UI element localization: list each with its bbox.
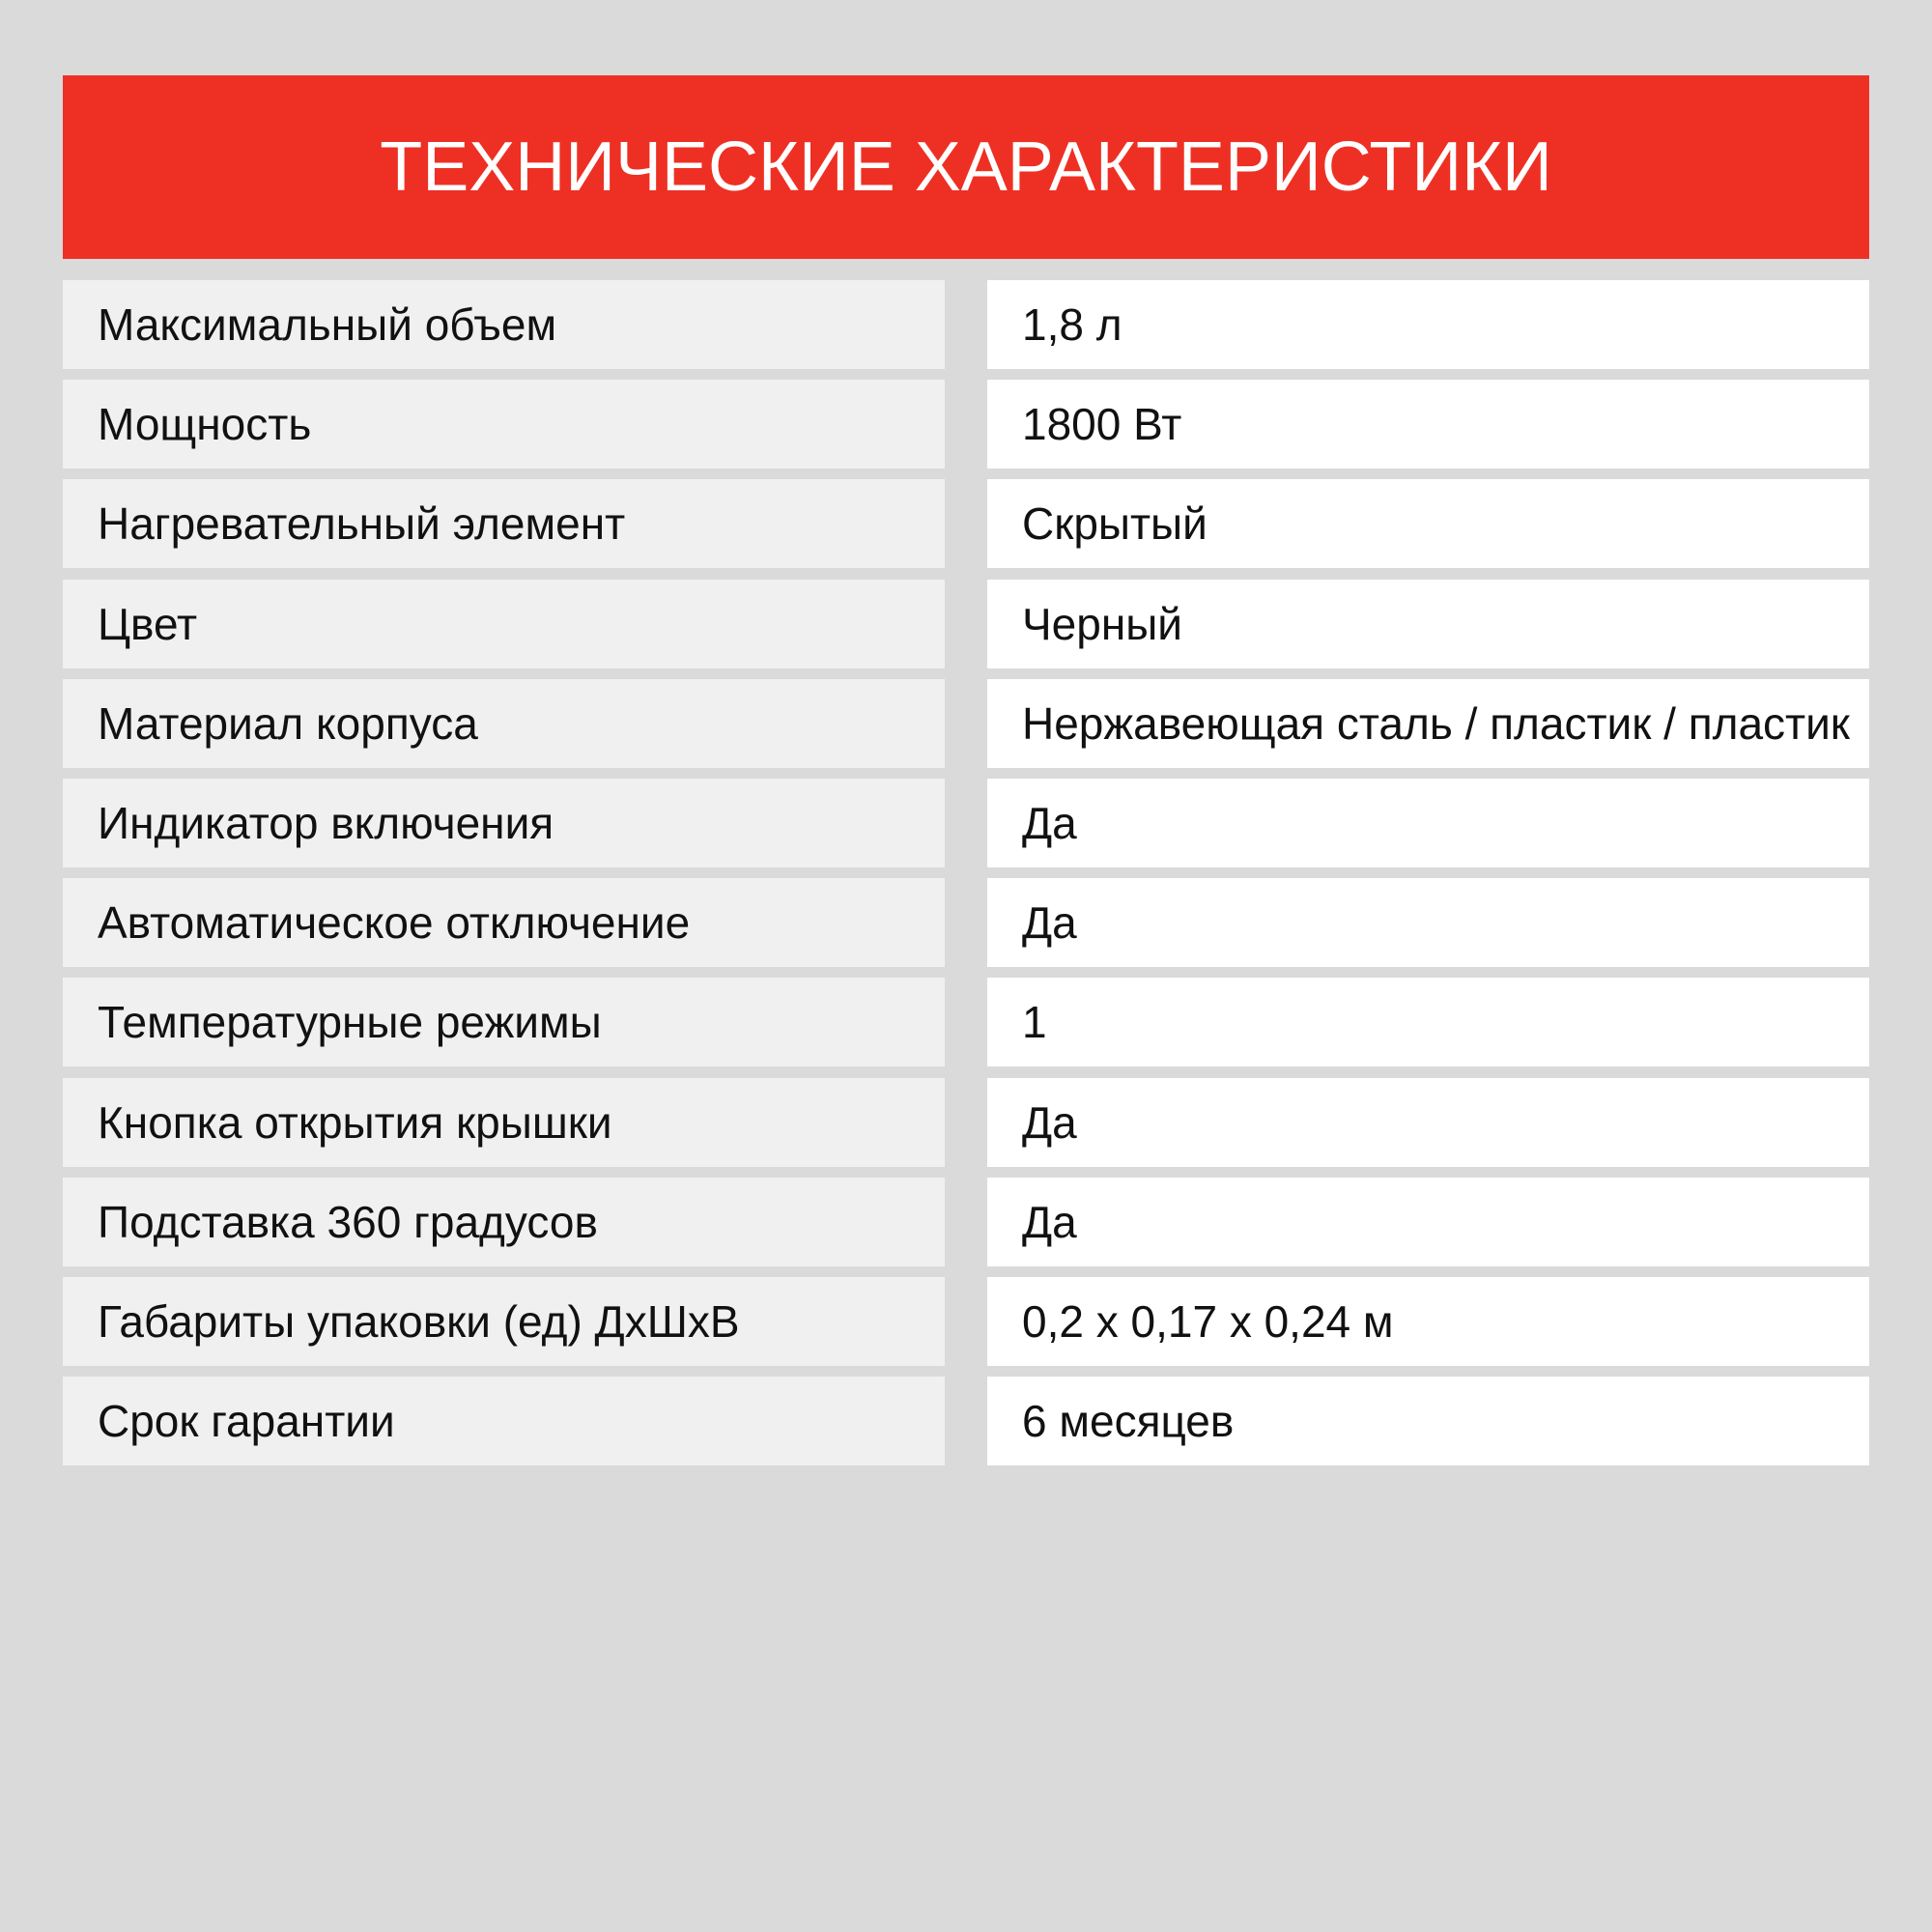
spec-value: Да	[987, 1178, 1869, 1266]
spec-row	[63, 1377, 1869, 1465]
spec-row	[63, 1178, 1869, 1266]
spec-label: Кнопка открытия крышки	[63, 1078, 945, 1167]
spec-value: Нержавеющая сталь / пластик / пластик	[987, 679, 1869, 768]
spec-label: Габариты упаковки (ед) ДхШхВ	[63, 1277, 945, 1366]
spec-row	[63, 679, 1869, 768]
spec-label: Температурные режимы	[63, 978, 945, 1066]
spec-row	[63, 779, 1869, 867]
spec-value: Да	[987, 779, 1869, 867]
spec-row	[63, 1078, 1869, 1167]
spec-value: 1	[987, 978, 1869, 1066]
spec-label: Цвет	[63, 580, 945, 668]
spec-label: Подставка 360 градусов	[63, 1178, 945, 1266]
spec-value: Да	[987, 1078, 1869, 1167]
spec-label: Мощность	[63, 380, 945, 469]
spec-value: Скрытый	[987, 479, 1869, 568]
spec-row	[63, 1277, 1869, 1366]
spec-row	[63, 580, 1869, 668]
spec-value: Черный	[987, 580, 1869, 668]
spec-value: 1800 Вт	[987, 380, 1869, 469]
spec-table	[63, 280, 1869, 1476]
spec-value: 1,8 л	[987, 280, 1869, 369]
spec-row	[63, 380, 1869, 469]
spec-label: Максимальный объем	[63, 280, 945, 369]
spec-label: Индикатор включения	[63, 779, 945, 867]
header-banner	[63, 75, 1869, 259]
page-title: ТЕХНИЧЕСКИЕ ХАРАКТЕРИСТИКИ	[380, 128, 1552, 206]
spec-value: 0,2 х 0,17 х 0,24 м	[987, 1277, 1869, 1366]
spec-row	[63, 978, 1869, 1066]
spec-label: Материал корпуса	[63, 679, 945, 768]
spec-label: Срок гарантии	[63, 1377, 945, 1465]
spec-label: Нагревательный элемент	[63, 479, 945, 568]
spec-value: 6 месяцев	[987, 1377, 1869, 1465]
spec-value: Да	[987, 878, 1869, 967]
spec-label: Автоматическое отключение	[63, 878, 945, 967]
spec-row	[63, 878, 1869, 967]
spec-row	[63, 479, 1869, 568]
spec-row	[63, 280, 1869, 369]
